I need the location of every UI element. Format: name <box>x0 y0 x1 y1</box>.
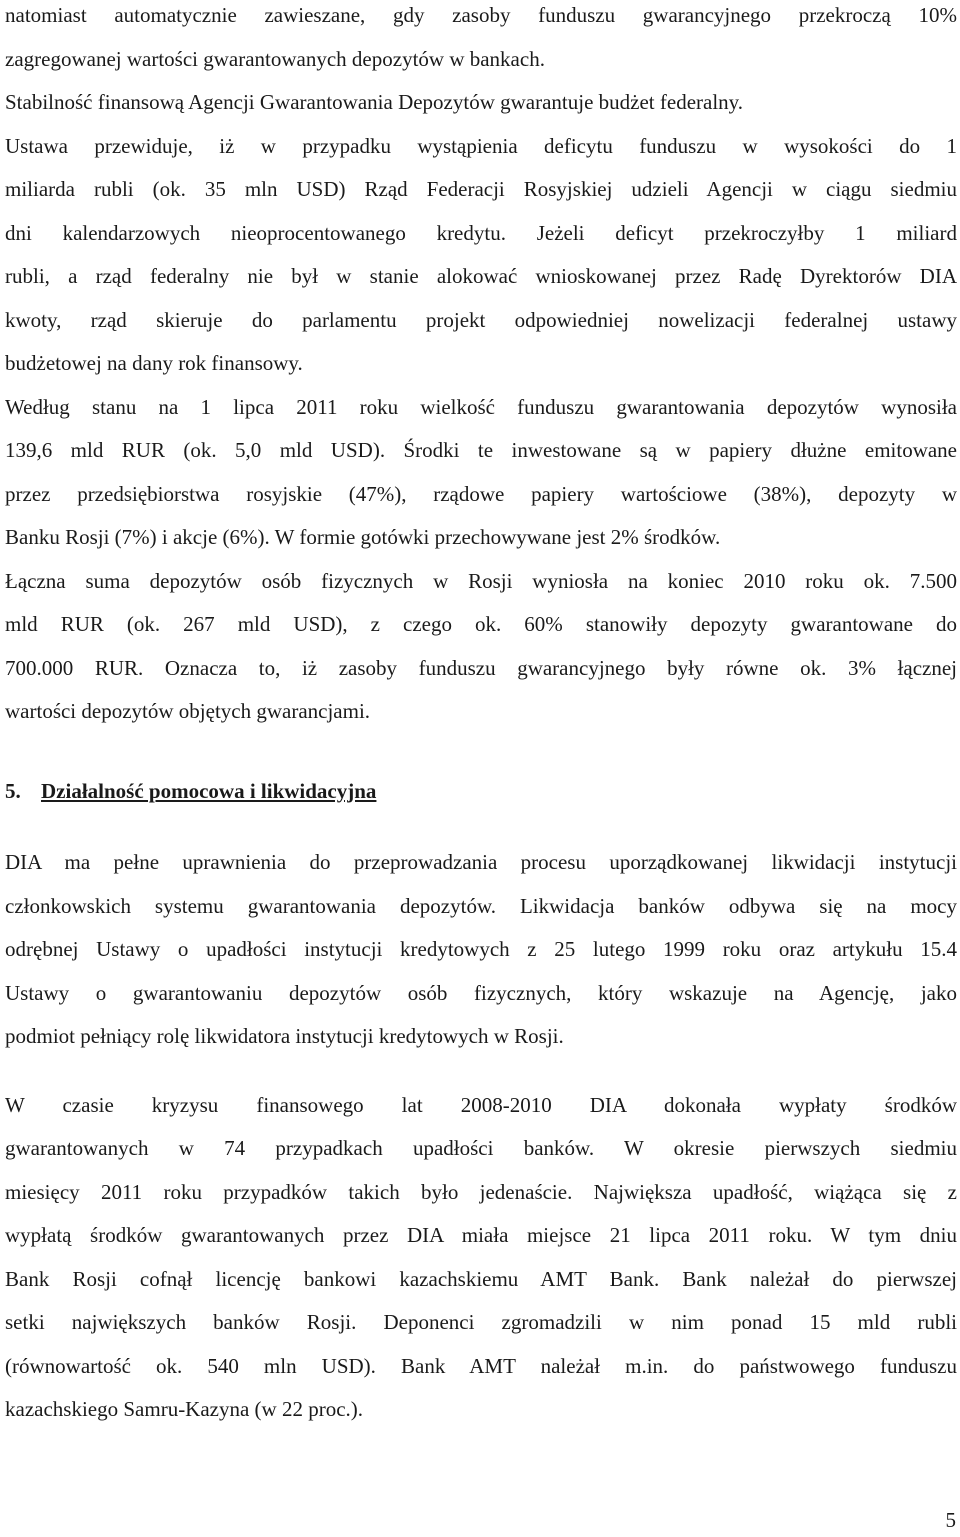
text-line: 700.000 RUR. Oznacza to, iż zasoby funduszu gwarancyjnego były równe ok. 3% łącznej <box>5 655 957 680</box>
text-line: Łączna suma depozytów osób fizycznych w Rosji wyniosła na koniec 2010 roku ok. 7.500 <box>5 568 957 593</box>
spacer <box>5 734 957 770</box>
text-line: zagregowanej wartości gwarantowanych depozytów w bankach. <box>5 46 545 71</box>
text-line: kwoty, rząd skieruje do parlamentu projekt odpowiedniej nowelizacji federalnej ustawy <box>5 307 957 332</box>
text-line: Stabilność finansową Agencji Gwarantowania Depozytów gwarantuje budżet federalny. <box>5 90 744 114</box>
text-line: setki największych banków Rosji. Deponenci zgromadzili w nim ponad 15 mld rubli <box>5 1310 957 1334</box>
section-title: Działalność pomocowa i likwidacyjna <box>41 778 377 803</box>
text-line: odrębnej Ustawy o upadłości instytucji kredytowych z 25 lutego 1999 roku oraz artykułu 15.4 <box>5 937 957 961</box>
text-line: Bank Rosji cofnął licencję bankowi kazachskiemu AMT Bank. Bank należał do pierwszej <box>5 1266 957 1291</box>
text-line: członkowskich systemu gwarantowania depozytów. Likwidacja banków odbywa się na mocy <box>5 893 957 918</box>
text-line: Według stanu na 1 lipca 2011 roku wielkość funduszu gwarantowania depozytów wynosiła <box>5 394 957 419</box>
paragraph-total-deposits <box>5 560 957 734</box>
text-line: rubli, a rząd federalny nie był w stanie alokować wnioskowanej przez Radę Dyrektorów DIA <box>5 264 957 288</box>
section-number: 5. <box>5 778 21 803</box>
text-line: Banku Rosji (7%) i akcje (6%). W formie gotówki przechowywane jest 2% środków. <box>5 525 721 549</box>
spacer <box>5 1059 957 1084</box>
text-line: W czasie kryzysu finansowego lat 2008-2010 DIA dokonała wypłaty środków <box>5 1092 957 1117</box>
text-line: przez przedsiębiorstwa rosyjskie (47%), rządowe papiery wartościowe (38%), depozyty w <box>5 481 957 506</box>
paragraph-crisis-payouts <box>5 1084 957 1432</box>
spacer <box>5 813 957 841</box>
text-line: Ustawa przewiduje, iż w przypadku wystąpienia deficytu funduszu w wysokości do 1 <box>5 133 957 158</box>
text-line: wartości depozytów objętych gwarancjami. <box>5 699 371 723</box>
text-line: miliarda rubli (ok. 35 mln USD) Rząd Federacji Rosyjskiej udzieli Agencji w ciągu siedmiu <box>5 177 957 201</box>
text-line: podmiot pełniący rolę likwidatora instytucji kredytowych w Rosji. <box>5 1024 564 1048</box>
text-line: 139,6 mld RUR (ok. 5,0 mld USD). Środki te inwestowane są w papiery dłużne emitowane <box>5 438 957 462</box>
page-number: 5 <box>945 1508 956 1532</box>
text-line: gwarantowanych w 74 przypadkach upadłości banków. W okresie pierwszych siedmiu <box>5 1136 957 1160</box>
paragraph-financial-stability <box>5 81 957 386</box>
text-line: kazachskiego Samru-Kazyna (w 22 proc.). <box>5 1397 364 1421</box>
text-line: Ustawy o gwarantowaniu depozytów osób fizycznych, który wskazuje na Agencję, jako <box>5 980 957 1005</box>
paragraph-guarantee-suspension <box>5 0 957 81</box>
document-page <box>5 0 957 1432</box>
text-line: natomiast automatycznie zawieszane, gdy zasoby funduszu gwarancyjnego przekroczą 10% <box>5 3 957 27</box>
section-heading <box>5 770 957 814</box>
text-line: budżetowej na dany rok finansowy. <box>5 351 303 375</box>
text-line: DIA ma pełne uprawnienia do przeprowadzania procesu uporządkowanej likwidacji instytucji <box>5 850 957 874</box>
paragraph-liquidation-powers <box>5 841 957 1059</box>
paragraph-fund-size <box>5 386 957 560</box>
text-line: mld RUR (ok. 267 mld USD), z czego ok. 60% stanowiły depozyty gwarantowane do <box>5 612 957 636</box>
text-line: (równowartość ok. 540 mln USD). Bank AMT należał m.in. do państwowego funduszu <box>5 1353 957 1378</box>
text-line: dni kalendarzowych nieoprocentowanego kredytu. Jeżeli deficyt przekroczyłby 1 miliard <box>5 220 957 245</box>
text-line: wypłatą środków gwarantowanych przez DIA miała miejsce 21 lipca 2011 roku. W tym dniu <box>5 1223 957 1247</box>
text-line: miesięcy 2011 roku przypadków takich było jedenaście. Największa upadłość, wiążąca się z <box>5 1179 957 1204</box>
